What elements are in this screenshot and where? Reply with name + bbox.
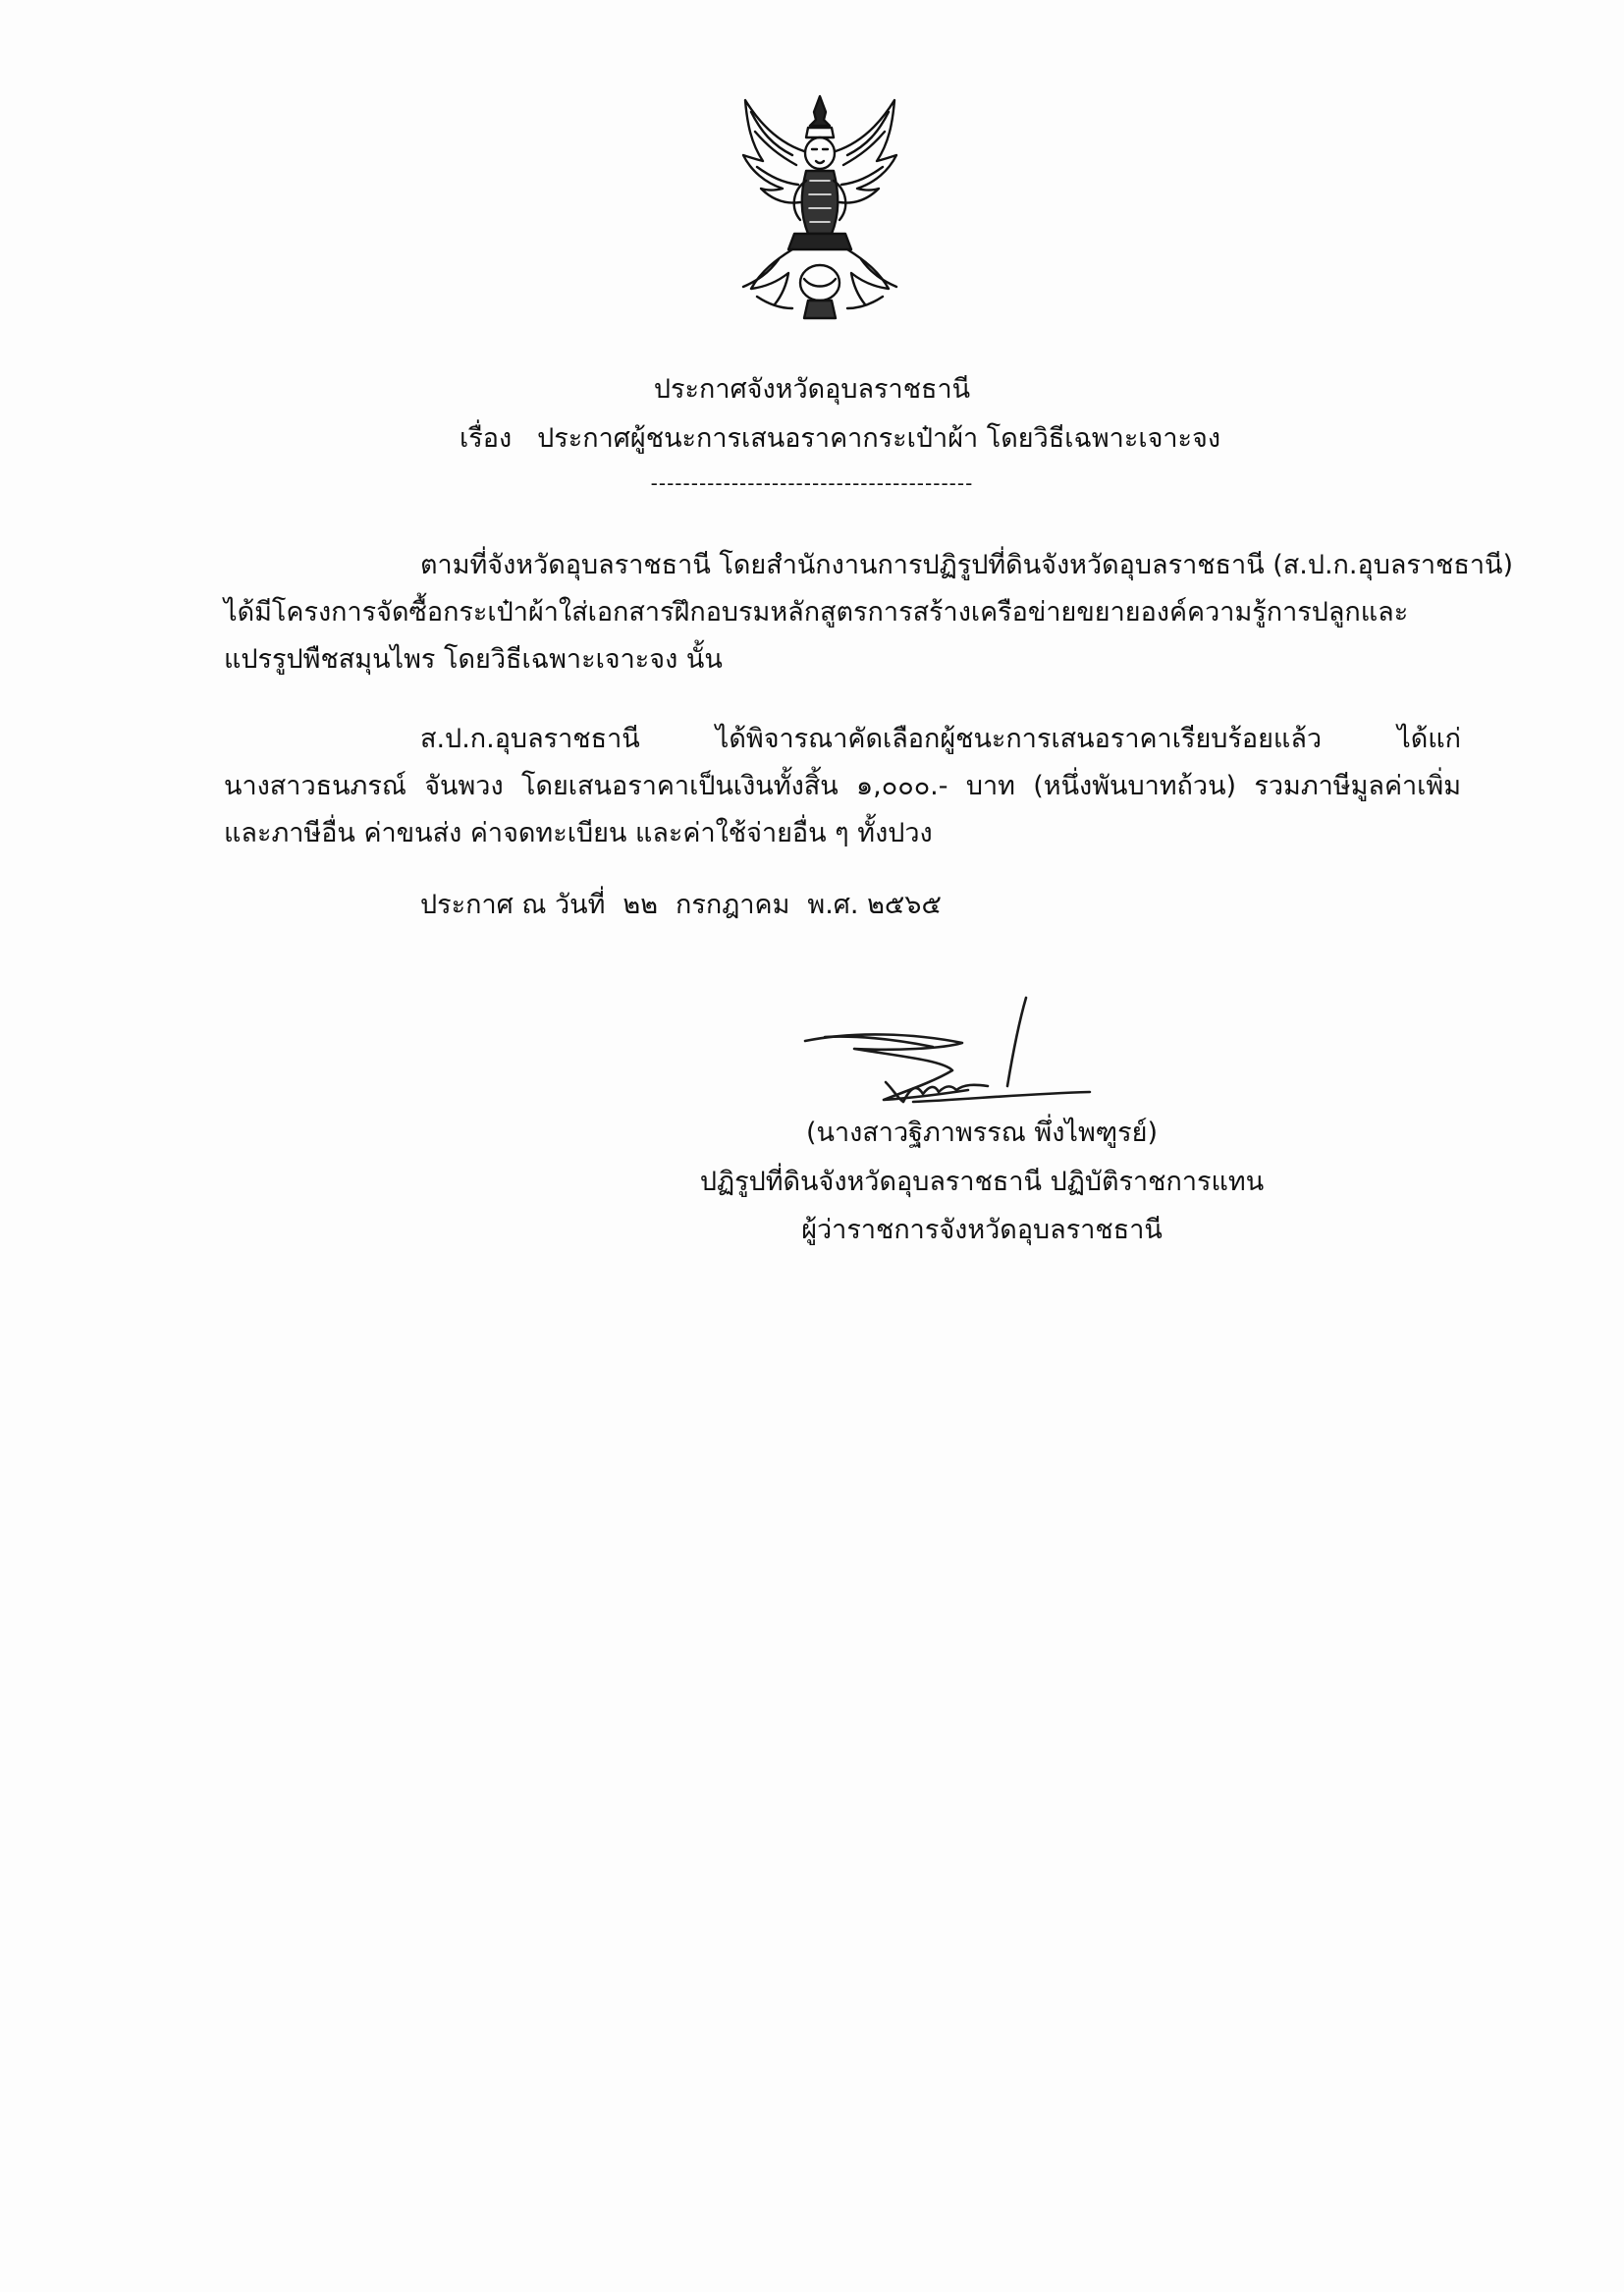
handwritten-signature-icon	[795, 992, 1100, 1129]
date-day: ๒๒	[623, 890, 659, 920]
date-month: กรกฎาคม	[676, 890, 790, 920]
paragraph2-line2: นางสาวธนภรณ์ จันพวง โดยเสนอราคาเป็นเงินทั้งสิ้น ๑,๐๐๐.- บาท (หนึ่งพันบาทถ้วน) รวมภาษีมูลค่าเพิ่ม	[224, 771, 1461, 801]
signatory-name: (นางสาวฐิภาพรรณ พึ่งไพฑูรย์)	[805, 1118, 1159, 1148]
date-prefix: ประกาศ ณ วันที่	[420, 890, 606, 920]
document-title: ประกาศจังหวัดอุบลราชธานี	[653, 374, 971, 405]
paragraph1-line1: ตามที่จังหวัดอุบลราชธานี โดยสำนักงานการปฏิรูปที่ดินจังหวัดอุบลราชธานี (ส.ป.ก.อุบลราชธานี)	[420, 550, 1513, 580]
subject-text: ประกาศผู้ชนะการเสนอราคากระเป๋าผ้า โดยวิธีเฉพาะเจาะจง	[537, 423, 1221, 454]
separator: ----------------------------------------	[650, 471, 974, 495]
announcement-date	[420, 892, 959, 918]
signatory-position: ปฏิรูปที่ดินจังหวัดอุบลราชธานี ปฏิบัติราชการแทน	[699, 1167, 1265, 1197]
garuda-emblem-icon	[722, 86, 918, 327]
signatory-authority: ผู้ว่าราชการจังหวัดอุบลราชธานี	[801, 1215, 1163, 1245]
paragraph1-line3: แปรรูปพืชสมุนไพร โดยวิธีเฉพาะเจาะจง นั้น	[224, 644, 723, 675]
subject-label: เรื่อง	[460, 423, 513, 454]
paragraph2-line1: ส.ป.ก.อุบลราชธานี ได้พิจารณาคัดเลือกผู้ชนะการเสนอราคาเรียบร้อยแล้ว ได้แก่	[420, 724, 1461, 754]
subject-line	[460, 425, 1220, 452]
paragraph2-line3: และภาษีอื่น ค่าขนส่ง ค่าจดทะเบียน และค่าใช้จ่ายอื่น ๆ ทั้งปวง	[224, 818, 933, 848]
paragraph1-line2: ได้มีโครงการจัดซื้อกระเป๋าผ้าใส่เอกสารฝึกอบรมหลักสูตรการสร้างเครือข่ายขยายองค์ความรู้การปลูกและ	[224, 597, 1409, 628]
date-year: พ.ศ. ๒๕๖๕	[807, 890, 942, 920]
